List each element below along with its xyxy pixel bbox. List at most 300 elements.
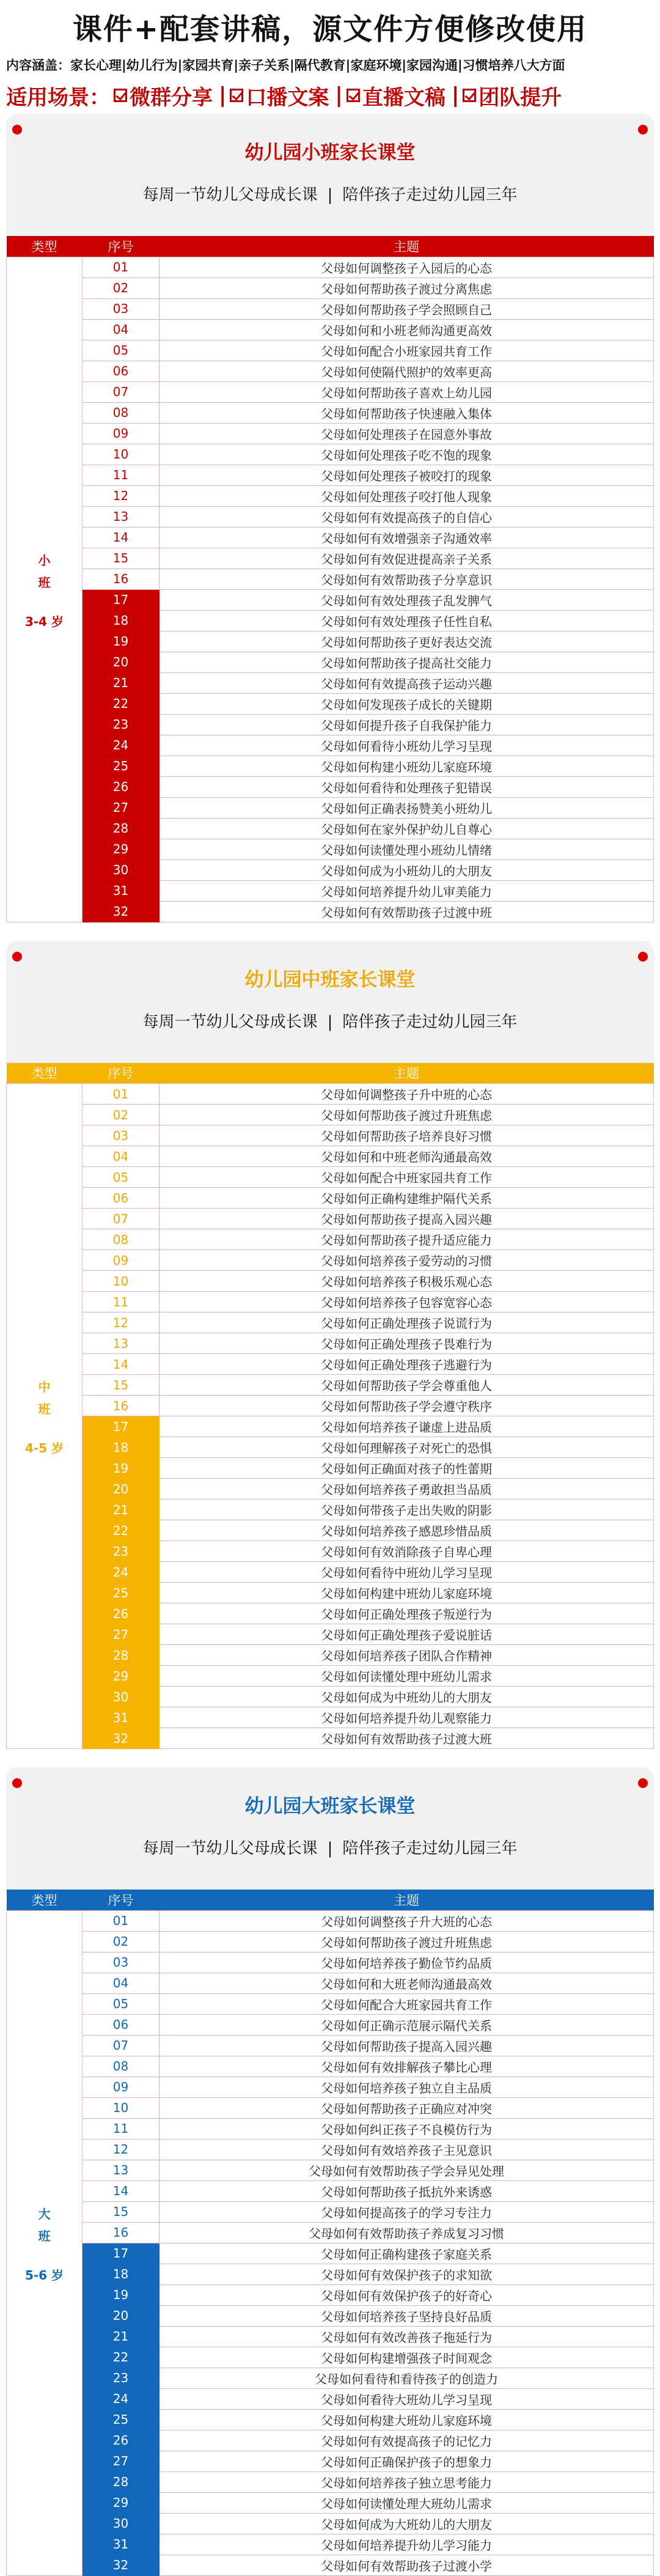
row-topic: 父母如何看待大班幼儿学习呈现 (160, 2388, 654, 2409)
row-number: 27 (82, 2451, 160, 2471)
grade-age: 5-6 岁 (24, 2267, 64, 2283)
table-row (7, 1354, 654, 1375)
grade-name: 小 班 (38, 553, 51, 590)
red-dot-icon (12, 125, 22, 134)
table-row (7, 444, 654, 465)
col-header-num: 序号 (82, 1890, 160, 1910)
row-number: 19 (82, 2284, 160, 2305)
table-row (7, 2035, 654, 2056)
table-row (7, 756, 654, 776)
table-header-row (7, 1063, 654, 1084)
col-header-type: 类型 (7, 1890, 82, 1910)
table-row (7, 839, 654, 859)
row-number: 31 (82, 880, 160, 901)
row-topic: 父母如何正确表扬赞美小班幼儿 (160, 797, 654, 818)
top-banner (0, 0, 660, 114)
table-row (7, 2388, 654, 2409)
scene-separator: | (451, 83, 460, 108)
grade-age: 3-4 岁 (24, 614, 64, 629)
row-topic: 父母如何正确构建维护隔代关系 (160, 1188, 654, 1209)
section-subtitle: 每周一节幼儿父母成长课 | 陪伴孩子走过幼儿园三年 (142, 1012, 518, 1031)
row-topic: 父母如何培养提升幼儿观察能力 (160, 1707, 654, 1728)
table-row (7, 298, 654, 319)
table-row (7, 1188, 654, 1209)
grade-cell (7, 257, 82, 922)
table-row (7, 1931, 654, 1952)
row-number: 09 (82, 1250, 160, 1271)
row-topic: 父母如何培养孩子独立思考能力 (160, 2471, 654, 2492)
table-row (7, 2180, 654, 2201)
col-header-num: 序号 (82, 1063, 160, 1084)
table-row (7, 1229, 654, 1250)
table-row (7, 1562, 654, 1583)
course-section-red (6, 114, 654, 922)
row-number: 01 (82, 257, 160, 278)
row-topic: 父母如何正确处理孩子爱说脏话 (160, 1624, 654, 1645)
table-row (7, 1209, 654, 1229)
row-topic: 父母如何培养孩子积极乐观心态 (160, 1271, 654, 1292)
row-topic: 父母如何配合中班家园共育工作 (160, 1167, 654, 1188)
row-topic: 父母如何培养孩子爱劳动的习惯 (160, 1250, 654, 1271)
table-header-row (7, 1890, 654, 1910)
section-gap (0, 1749, 660, 1767)
row-number: 27 (82, 1624, 160, 1645)
col-header-topic: 主题 (160, 236, 654, 257)
row-number: 25 (82, 2409, 160, 2430)
row-topic: 父母如何纠正孩子不良模仿行为 (160, 2118, 654, 2139)
table-row (7, 1437, 654, 1458)
red-dot-icon (638, 125, 648, 134)
table-row (7, 1910, 654, 1931)
red-dot-icon (12, 1778, 22, 1788)
table-row (7, 1687, 654, 1707)
table-row (7, 1952, 654, 1973)
row-topic: 父母如何帮助孩子渡过升班焦虑 (160, 1105, 654, 1125)
table-row (7, 1333, 654, 1354)
row-topic: 父母如何帮助孩子学会照顾自己 (160, 298, 654, 319)
row-number: 07 (82, 381, 160, 402)
row-number: 28 (82, 2471, 160, 2492)
scene-item: 直播文稿 (346, 81, 446, 111)
row-topic: 父母如何看待和看待孩子的创造力 (160, 2368, 654, 2388)
row-number: 08 (82, 1229, 160, 1250)
table-row (7, 1603, 654, 1624)
col-header-topic: 主题 (160, 1063, 654, 1084)
row-number: 10 (82, 444, 160, 465)
red-dot-icon (638, 1778, 648, 1788)
row-number: 13 (82, 506, 160, 527)
row-topic: 父母如何帮助孩子提高社交能力 (160, 652, 654, 672)
row-number: 08 (82, 402, 160, 423)
row-number: 29 (82, 1666, 160, 1687)
row-topic: 父母如何培养提升幼儿学习能力 (160, 2534, 654, 2555)
row-number: 10 (82, 1271, 160, 1292)
row-number: 14 (82, 2180, 160, 2201)
grade-cell (7, 1910, 82, 2575)
row-number: 11 (82, 1292, 160, 1312)
row-number: 18 (82, 2264, 160, 2284)
table-row (7, 2555, 654, 2575)
table-row (7, 1479, 654, 1500)
row-topic: 父母如何培养提升幼儿审美能力 (160, 880, 654, 901)
row-number: 21 (82, 672, 160, 693)
table-row (7, 1271, 654, 1292)
col-header-topic: 主题 (160, 1890, 654, 1910)
row-topic: 父母如何培养孩子感恩珍惜品质 (160, 1520, 654, 1541)
row-number: 22 (82, 1520, 160, 1541)
table-row (7, 714, 654, 735)
row-number: 19 (82, 1458, 160, 1479)
row-number: 23 (82, 714, 160, 735)
row-number: 13 (82, 2160, 160, 2180)
row-number: 03 (82, 1952, 160, 1973)
table-row (7, 1520, 654, 1541)
row-number: 20 (82, 652, 160, 672)
row-number: 12 (82, 485, 160, 506)
row-topic: 父母如何有效保护孩子的求知欲 (160, 2264, 654, 2284)
table-row (7, 1146, 654, 1167)
row-number: 19 (82, 631, 160, 652)
row-topic: 父母如何正确处理孩子逃避行为 (160, 1354, 654, 1375)
table-row (7, 278, 654, 298)
row-number: 14 (82, 1354, 160, 1375)
row-topic: 父母如何培养孩子勇敢担当品质 (160, 1479, 654, 1500)
row-number: 22 (82, 2347, 160, 2368)
row-topic: 父母如何培养孩子勤俭节约品质 (160, 1952, 654, 1973)
table-row (7, 2305, 654, 2326)
row-number: 10 (82, 2097, 160, 2118)
row-number: 03 (82, 1125, 160, 1146)
row-number: 13 (82, 1333, 160, 1354)
row-number: 05 (82, 340, 160, 361)
table-row (7, 1292, 654, 1312)
row-number: 15 (82, 1375, 160, 1396)
table-row (7, 631, 654, 652)
table-row (7, 1993, 654, 2014)
section-header (6, 1767, 654, 1890)
row-number: 04 (82, 319, 160, 340)
section-title: 幼儿园中班家长课堂 (244, 968, 416, 991)
row-topic: 父母如何带孩子走出失败的阴影 (160, 1500, 654, 1520)
row-number: 12 (82, 1312, 160, 1333)
row-topic: 父母如何理解孩子对死亡的恐惧 (160, 1437, 654, 1458)
table-row (7, 2056, 654, 2077)
row-topic: 父母如何有效保护孩子的好奇心 (160, 2284, 654, 2305)
row-topic: 父母如何帮助孩子学会遵守秩序 (160, 1396, 654, 1416)
row-number: 31 (82, 2534, 160, 2555)
row-topic: 父母如何培养孩子独立自主品质 (160, 2077, 654, 2097)
row-topic: 父母如何有效排解孩子攀比心理 (160, 2056, 654, 2077)
row-number: 07 (82, 2035, 160, 2056)
table-row (7, 589, 654, 610)
row-topic: 父母如何有效增强亲子沟通效率 (160, 527, 654, 548)
table-row (7, 2264, 654, 2284)
table-row (7, 1250, 654, 1271)
row-number: 21 (82, 2326, 160, 2347)
row-topic: 父母如何在家外保护幼儿自尊心 (160, 818, 654, 839)
row-topic: 父母如何帮助孩子提升适应能力 (160, 1229, 654, 1250)
row-number: 06 (82, 2014, 160, 2035)
table-row (7, 2243, 654, 2264)
row-topic: 父母如何构建增强孩子时间观念 (160, 2347, 654, 2368)
row-number: 29 (82, 839, 160, 859)
row-number: 09 (82, 423, 160, 444)
row-number: 07 (82, 1209, 160, 1229)
table-row (7, 2513, 654, 2534)
table-row (7, 610, 654, 631)
row-topic: 父母如何正确示范展示隔代关系 (160, 2014, 654, 2035)
row-number: 05 (82, 1993, 160, 2014)
table-row (7, 1500, 654, 1520)
row-number: 30 (82, 859, 160, 880)
row-topic: 父母如何处理孩子被咬打的现象 (160, 465, 654, 485)
row-topic: 父母如何帮助孩子快速融入集体 (160, 402, 654, 423)
row-number: 14 (82, 527, 160, 548)
row-topic: 父母如何读懂处理中班幼儿需求 (160, 1666, 654, 1687)
row-number: 04 (82, 1146, 160, 1167)
row-topic: 父母如何配合大班家园共育工作 (160, 1993, 654, 2014)
row-topic: 父母如何有效促进提高亲子关系 (160, 548, 654, 569)
table-row (7, 1541, 654, 1562)
row-topic: 父母如何培养孩子坚持良好品质 (160, 2305, 654, 2326)
row-topic: 父母如何帮助孩子提高入园兴趣 (160, 2035, 654, 2056)
row-number: 23 (82, 2368, 160, 2388)
row-number: 17 (82, 2243, 160, 2264)
row-topic: 父母如何帮助孩子更好表达交流 (160, 631, 654, 652)
checkbox-icon (230, 89, 243, 102)
col-header-type: 类型 (7, 236, 82, 257)
scene-item: 团队提升 (463, 81, 562, 111)
table-row (7, 2284, 654, 2305)
row-topic: 父母如何正确保护孩子的想象力 (160, 2451, 654, 2471)
table-row (7, 381, 654, 402)
table-row (7, 527, 654, 548)
table-row (7, 1084, 654, 1105)
row-number: 16 (82, 569, 160, 589)
row-topic: 父母如何有效提高孩子的自信心 (160, 506, 654, 527)
table-row (7, 465, 654, 485)
table-row (7, 1728, 654, 1749)
row-topic: 父母如何帮助孩子培养良好习惯 (160, 1125, 654, 1146)
table-row (7, 1105, 654, 1125)
table-row (7, 506, 654, 527)
table-row (7, 319, 654, 340)
row-number: 20 (82, 1479, 160, 1500)
row-number: 02 (82, 1105, 160, 1125)
table-row (7, 423, 654, 444)
table-row (7, 2471, 654, 2492)
row-number: 05 (82, 1167, 160, 1188)
row-number: 16 (82, 2222, 160, 2243)
row-number: 20 (82, 2305, 160, 2326)
row-topic: 父母如何培养孩子团队合作精神 (160, 1645, 654, 1666)
row-number: 03 (82, 298, 160, 319)
table-row (7, 1125, 654, 1146)
row-topic: 父母如何调整孩子升大班的心态 (160, 1910, 654, 1931)
row-number: 08 (82, 2056, 160, 2077)
row-number: 16 (82, 1396, 160, 1416)
row-topic: 父母如何帮助孩子喜欢上幼儿园 (160, 381, 654, 402)
table-row (7, 1707, 654, 1728)
row-number: 17 (82, 1416, 160, 1437)
row-number: 27 (82, 797, 160, 818)
table-row (7, 2492, 654, 2513)
row-number: 30 (82, 1687, 160, 1707)
row-topic: 父母如何成为大班幼儿的大朋友 (160, 2513, 654, 2534)
row-number: 15 (82, 2201, 160, 2222)
row-number: 26 (82, 2430, 160, 2451)
table-row (7, 1312, 654, 1333)
table-row (7, 2201, 654, 2222)
row-topic: 父母如何正确处理孩子畏难行为 (160, 1333, 654, 1354)
table-row (7, 1973, 654, 1993)
row-topic: 父母如何培养孩子包容宽容心态 (160, 1292, 654, 1312)
table-row (7, 859, 654, 880)
grade-age: 4-5 岁 (24, 1441, 64, 1455)
row-topic: 父母如何构建大班幼儿家庭环境 (160, 2409, 654, 2430)
section-subtitle: 每周一节幼儿父母成长课 | 陪伴孩子走过幼儿园三年 (142, 186, 518, 204)
table-row (7, 672, 654, 693)
course-table (6, 236, 654, 922)
row-topic: 父母如何处理孩子在园意外事故 (160, 423, 654, 444)
course-sections (0, 114, 660, 2576)
table-row (7, 2014, 654, 2035)
row-topic: 父母如何有效帮助孩子过渡小学 (160, 2555, 654, 2575)
section-subtitle: 每周一节幼儿父母成长课 | 陪伴孩子走过幼儿园三年 (142, 1839, 518, 1858)
table-row (7, 569, 654, 589)
row-number: 01 (82, 1910, 160, 1931)
table-row (7, 2451, 654, 2471)
course-section-yellow (6, 941, 654, 1750)
row-topic: 父母如何提高孩子的学习专注力 (160, 2201, 654, 2222)
table-row (7, 1458, 654, 1479)
table-row (7, 2222, 654, 2243)
row-topic: 父母如何和小班老师沟通更高效 (160, 319, 654, 340)
red-dot-icon (638, 952, 648, 962)
table-row (7, 257, 654, 278)
grade-name: 大 班 (38, 2206, 51, 2243)
table-row (7, 2534, 654, 2555)
row-topic: 父母如何有效帮助孩子分享意识 (160, 569, 654, 589)
table-row (7, 2160, 654, 2180)
table-row (7, 2139, 654, 2160)
row-topic: 父母如何有效帮助孩子过渡中班 (160, 901, 654, 922)
row-topic: 父母如何成为小班幼儿的大朋友 (160, 859, 654, 880)
row-number: 32 (82, 2555, 160, 2575)
row-number: 17 (82, 589, 160, 610)
row-topic: 父母如何有效提高孩子的记忆力 (160, 2430, 654, 2451)
scene-separator: | (219, 83, 227, 108)
row-topic: 父母如何调整孩子入园后的心态 (160, 257, 654, 278)
row-topic: 父母如何有效帮助孩子学会异见处理 (160, 2160, 654, 2180)
content-scope-line: 内容涵盖：家长心理|幼儿行为|家园共育|亲子关系|隔代教育|家庭环境|家园沟通|习惯培养八大方面 (6, 58, 565, 73)
row-number: 25 (82, 1583, 160, 1603)
row-topic: 父母如何有效消除孩子自卑心理 (160, 1541, 654, 1562)
grade-name: 中 班 (38, 1380, 51, 1416)
course-table (6, 1063, 654, 1750)
grade-cell (7, 1084, 82, 1749)
row-topic: 父母如何和大班老师沟通最高效 (160, 1973, 654, 1993)
row-topic: 父母如何正确处理孩子说谎行为 (160, 1312, 654, 1333)
table-row (7, 880, 654, 901)
row-topic: 父母如何处理孩子吃不饱的现象 (160, 444, 654, 465)
table-row (7, 818, 654, 839)
row-number: 12 (82, 2139, 160, 2160)
row-number: 18 (82, 1437, 160, 1458)
row-number: 32 (82, 901, 160, 922)
table-row (7, 1396, 654, 1416)
section-title: 幼儿园大班家长课堂 (244, 1795, 416, 1817)
col-header-num: 序号 (82, 236, 160, 257)
row-topic: 父母如何正确处理孩子叛逆行为 (160, 1603, 654, 1624)
row-topic: 父母如何帮助孩子抵抗外来诱惑 (160, 2180, 654, 2201)
row-number: 15 (82, 548, 160, 569)
table-row (7, 548, 654, 569)
row-number: 24 (82, 735, 160, 756)
table-row (7, 2430, 654, 2451)
scene-item: 微群分享 (114, 81, 213, 111)
table-row (7, 2409, 654, 2430)
row-topic: 父母如何有效处理孩子任性自私 (160, 610, 654, 631)
row-number: 24 (82, 2388, 160, 2409)
row-number: 09 (82, 2077, 160, 2097)
section-header (6, 941, 654, 1063)
row-number: 28 (82, 818, 160, 839)
table-row (7, 2118, 654, 2139)
row-topic: 父母如何使隔代照护的效率更高 (160, 361, 654, 381)
table-row (7, 1416, 654, 1437)
row-topic: 父母如何帮助孩子渡过升班焦虑 (160, 1931, 654, 1952)
table-row (7, 2326, 654, 2347)
table-row (7, 2347, 654, 2368)
row-number: 30 (82, 2513, 160, 2534)
row-topic: 父母如何构建小班幼儿家庭环境 (160, 756, 654, 776)
row-topic: 父母如何帮助孩子正确应对冲突 (160, 2097, 654, 2118)
page-title: 课件+配套讲稿，源文件方便修改使用 (72, 12, 588, 46)
scene-label: 适用场景： (6, 85, 110, 110)
course-section-blue (6, 1767, 654, 2576)
row-topic: 父母如何有效帮助孩子过渡大班 (160, 1728, 654, 1749)
row-topic: 父母如何读懂处理大班幼儿需求 (160, 2492, 654, 2513)
row-topic: 父母如何有效帮助孩子养成复习习惯 (160, 2222, 654, 2243)
row-number: 24 (82, 1562, 160, 1583)
row-number: 02 (82, 278, 160, 298)
row-topic: 父母如何调整孩子升中班的心态 (160, 1084, 654, 1105)
table-row (7, 2097, 654, 2118)
table-row (7, 776, 654, 797)
table-row (7, 1666, 654, 1687)
row-topic: 父母如何和中班老师沟通最高效 (160, 1146, 654, 1167)
row-number: 04 (82, 1973, 160, 1993)
row-number: 21 (82, 1500, 160, 1520)
row-topic: 父母如何帮助孩子提高入园兴趣 (160, 1209, 654, 1229)
row-topic: 父母如何看待和处理孩子犯错误 (160, 776, 654, 797)
table-row (7, 693, 654, 714)
section-gap (0, 922, 660, 941)
row-topic: 父母如何帮助孩子学会尊重他人 (160, 1375, 654, 1396)
table-row (7, 1375, 654, 1396)
section-header (6, 114, 654, 236)
scene-line (6, 77, 654, 114)
row-topic: 父母如何发现孩子成长的关键期 (160, 693, 654, 714)
row-number: 32 (82, 1728, 160, 1749)
table-row (7, 652, 654, 672)
row-number: 29 (82, 2492, 160, 2513)
checkbox-icon (463, 89, 476, 102)
row-topic: 父母如何处理孩子咬打他人现象 (160, 485, 654, 506)
table-row (7, 402, 654, 423)
course-table (6, 1890, 654, 2576)
